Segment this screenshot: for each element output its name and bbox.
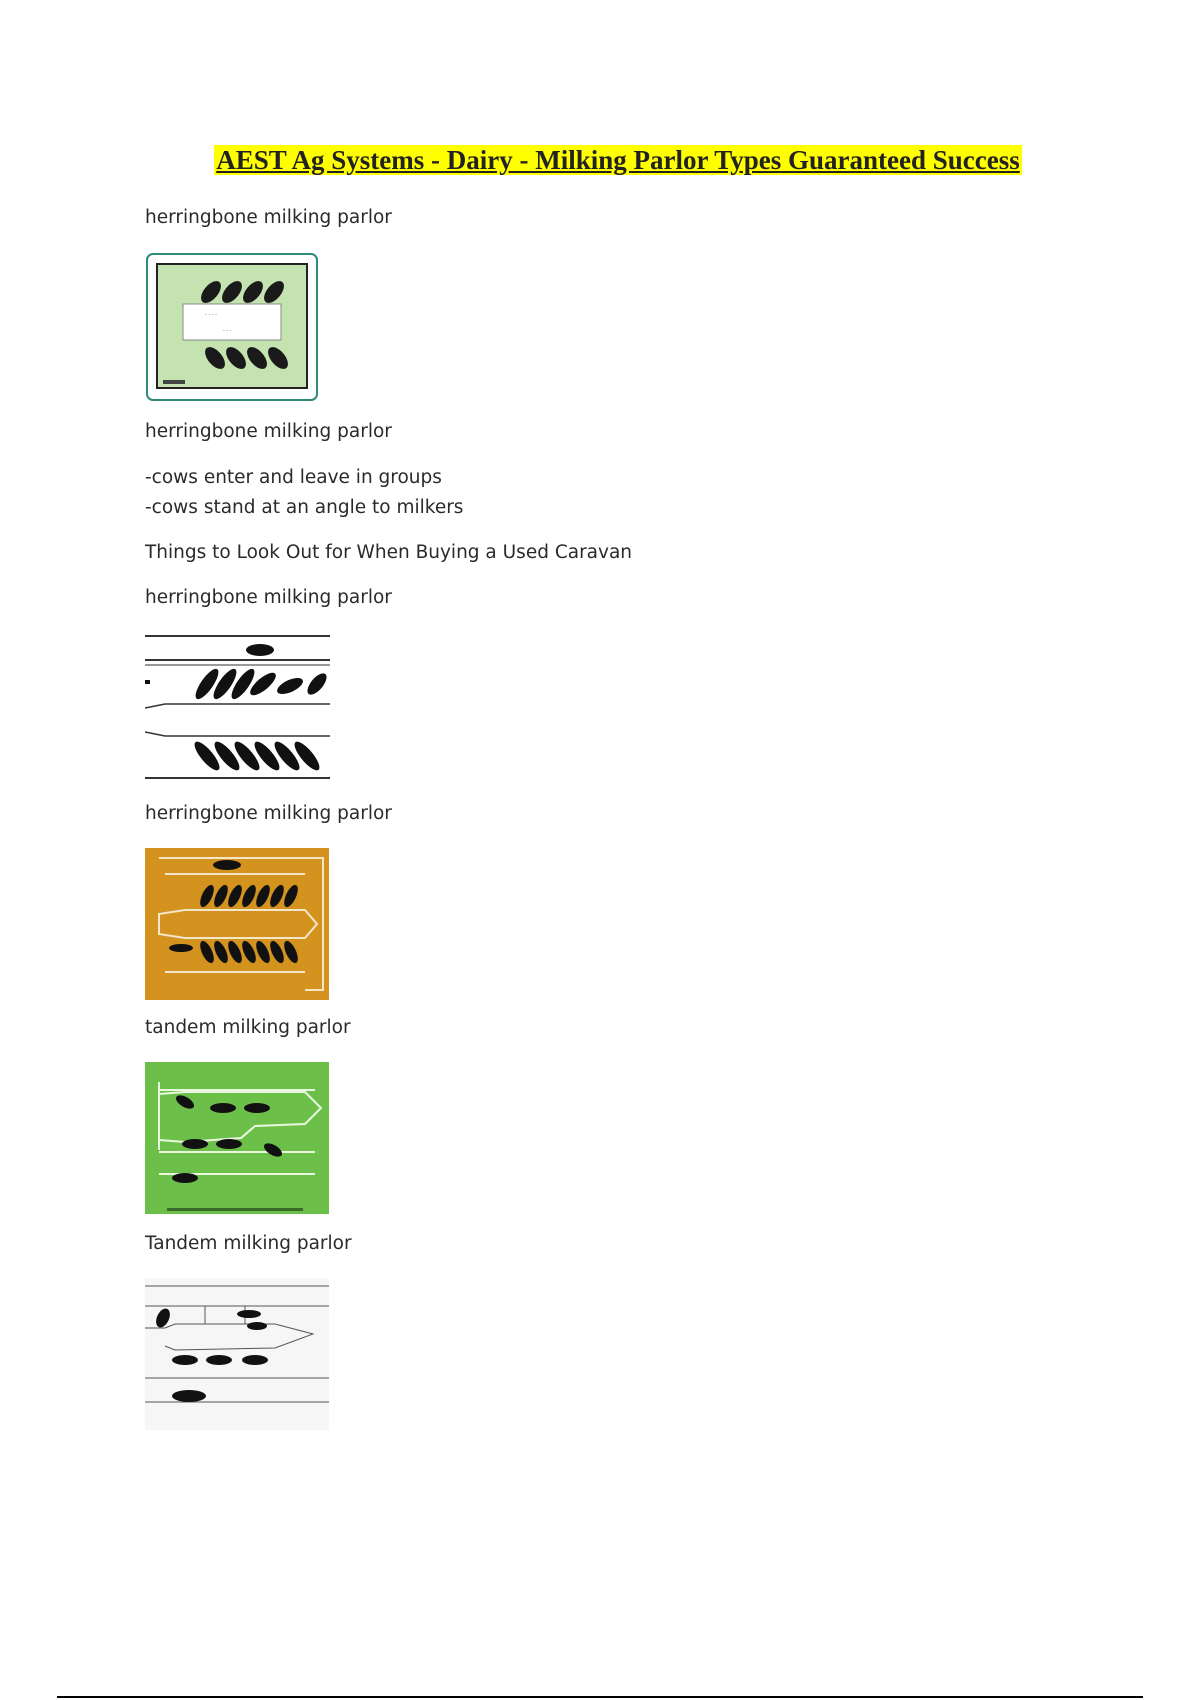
entry-label: tandem milking parlor — [145, 1017, 351, 1038]
bullet-item: -cows enter and leave in groups — [145, 467, 442, 488]
herringbone-diagram-green-bordered — [145, 252, 323, 402]
tandem-diagram-sketch — [145, 1278, 329, 1430]
herringbone-diagram-orange — [145, 848, 329, 1000]
entry-label: Tandem milking parlor — [145, 1233, 352, 1254]
bullet-item: -cows stand at an angle to milkers — [145, 497, 464, 518]
entry-label: Things to Look Out for When Buying a Used Caravan — [145, 542, 633, 563]
page-title-text: AEST Ag Systems - Dairy - Milking Parlor Types Guaranteed Success — [216, 145, 1020, 175]
entry-label: herringbone milking parlor — [145, 207, 392, 228]
entry-label: herringbone milking parlor — [145, 421, 392, 442]
tandem-diagram-green — [145, 1062, 329, 1214]
page-title — [0, 145, 1200, 176]
herringbone-diagram-black-white — [145, 632, 330, 782]
bottom-rule — [57, 1696, 1143, 1698]
entry-label: herringbone milking parlor — [145, 803, 392, 824]
entry-label: herringbone milking parlor — [145, 587, 392, 608]
svg-text:- - -: - - - — [223, 328, 232, 334]
svg-text:- - - -: - - - - — [205, 312, 217, 318]
